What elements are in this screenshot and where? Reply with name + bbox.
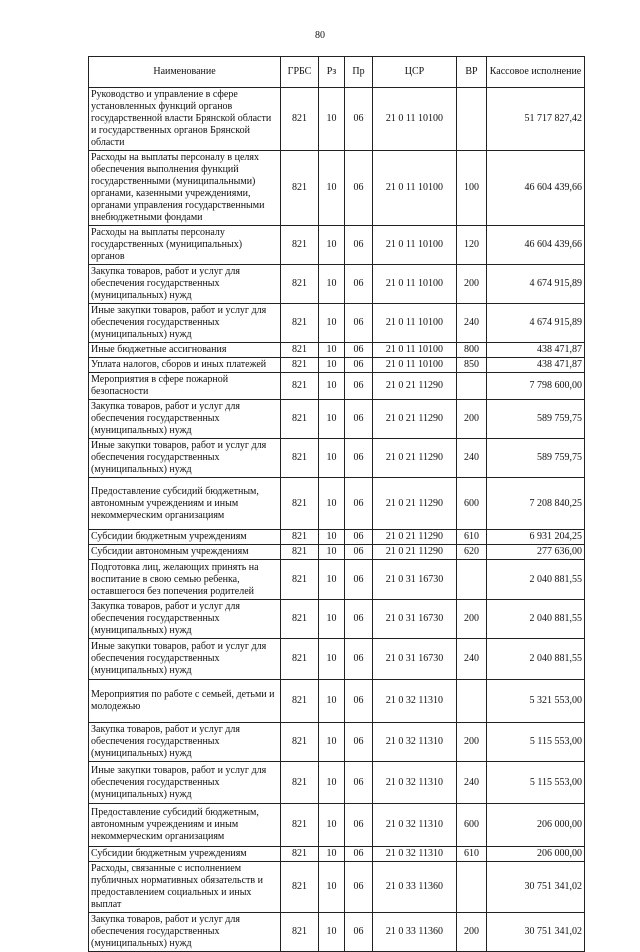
cell-csr: 21 0 32 11310 [373,847,457,862]
cell-grbs: 821 [281,847,319,862]
cell-vr: 200 [457,913,487,952]
cell-amount: 5 115 553,00 [487,762,585,804]
cell-csr: 21 0 21 11290 [373,530,457,545]
cell-vr: 200 [457,400,487,439]
cell-amount: 589 759,75 [487,439,585,478]
cell-pr: 06 [345,304,373,343]
cell-rz: 10 [319,373,345,400]
cell-grbs: 821 [281,304,319,343]
cell-amount: 438 471,87 [487,343,585,358]
cell-amount: 30 751 341,02 [487,913,585,952]
cell-pr: 06 [345,439,373,478]
cell-name: Закупка товаров, работ и услуг для обеспечения государственных (муниципальных) нужд [89,913,281,952]
cell-pr: 06 [345,530,373,545]
cell-vr: 600 [457,478,487,530]
cell-amount: 2 040 881,55 [487,600,585,639]
cell-vr: 240 [457,762,487,804]
cell-csr: 21 0 21 11290 [373,545,457,560]
cell-name: Мероприятия в сфере пожарной безопасности [89,373,281,400]
cell-vr: 200 [457,600,487,639]
table-row [89,680,585,723]
cell-name: Мероприятия по работе с семьей, детьми и молодежью [89,680,281,723]
cell-vr: 200 [457,265,487,304]
cell-rz: 10 [319,600,345,639]
cell-vr: 850 [457,358,487,373]
cell-grbs: 821 [281,600,319,639]
cell-name: Закупка товаров, работ и услуг для обеспечения государственных (муниципальных) нужд [89,600,281,639]
cell-vr [457,680,487,723]
cell-rz: 10 [319,530,345,545]
cell-amount: 7 208 840,25 [487,478,585,530]
cell-grbs: 821 [281,226,319,265]
table-row [89,723,585,762]
cell-pr: 06 [345,343,373,358]
cell-rz: 10 [319,478,345,530]
cell-pr: 06 [345,600,373,639]
cell-amount: 2 040 881,55 [487,560,585,600]
cell-rz: 10 [319,680,345,723]
header-vr: ВР [457,57,487,88]
cell-rz: 10 [319,847,345,862]
cell-csr: 21 0 11 10100 [373,226,457,265]
cell-rz: 10 [319,358,345,373]
cell-csr: 21 0 11 10100 [373,343,457,358]
cell-vr [457,88,487,151]
cell-rz: 10 [319,804,345,847]
cell-grbs: 821 [281,358,319,373]
cell-vr [457,373,487,400]
header-rz: Рз [319,57,345,88]
cell-csr: 21 0 31 16730 [373,560,457,600]
cell-vr: 240 [457,639,487,680]
cell-grbs: 821 [281,804,319,847]
cell-rz: 10 [319,265,345,304]
table-row [89,304,585,343]
cell-amount: 30 751 341,02 [487,862,585,913]
cell-name: Иные закупки товаров, работ и услуг для обеспечения государственных (муниципальных) нужд [89,639,281,680]
table-row [89,343,585,358]
cell-csr: 21 0 21 11290 [373,400,457,439]
header-pr: Пр [345,57,373,88]
cell-grbs: 821 [281,343,319,358]
table-row [89,478,585,530]
table-row [89,151,585,226]
cell-name: Иные бюджетные ассигнования [89,343,281,358]
page-number: 80 [315,30,325,41]
table-row [89,804,585,847]
cell-name: Закупка товаров, работ и услуг для обеспечения государственных (муниципальных) нужд [89,265,281,304]
cell-rz: 10 [319,913,345,952]
table-row [89,600,585,639]
cell-grbs: 821 [281,530,319,545]
table-row [89,358,585,373]
header-csr: ЦСР [373,57,457,88]
budget-execution-table [88,56,585,952]
cell-csr: 21 0 31 16730 [373,639,457,680]
cell-name: Субсидии автономным учреждениям [89,545,281,560]
cell-grbs: 821 [281,680,319,723]
cell-vr: 200 [457,723,487,762]
cell-csr: 21 0 21 11290 [373,478,457,530]
cell-amount: 4 674 915,89 [487,265,585,304]
table-row [89,560,585,600]
cell-csr: 21 0 11 10100 [373,358,457,373]
cell-pr: 06 [345,913,373,952]
cell-vr: 240 [457,304,487,343]
table-row [89,530,585,545]
cell-pr: 06 [345,804,373,847]
cell-vr: 600 [457,804,487,847]
cell-rz: 10 [319,723,345,762]
cell-name: Иные закупки товаров, работ и услуг для обеспечения государственных (муниципальных) нужд [89,304,281,343]
cell-grbs: 821 [281,560,319,600]
table-row [89,88,585,151]
cell-grbs: 821 [281,439,319,478]
cell-amount: 4 674 915,89 [487,304,585,343]
cell-rz: 10 [319,226,345,265]
cell-csr: 21 0 32 11310 [373,804,457,847]
table-row [89,913,585,952]
cell-csr: 21 0 33 11360 [373,913,457,952]
cell-rz: 10 [319,400,345,439]
cell-name: Подготовка лиц, желающих принять на воспитание в свою семью ребенка, оставшегося без попечения родителей [89,560,281,600]
cell-rz: 10 [319,343,345,358]
cell-grbs: 821 [281,151,319,226]
cell-csr: 21 0 11 10100 [373,304,457,343]
cell-name: Расходы на выплаты персоналу государственных (муниципальных) органов [89,226,281,265]
cell-grbs: 821 [281,400,319,439]
cell-name: Субсидии бюджетным учреждениям [89,530,281,545]
table-header [89,57,585,88]
cell-grbs: 821 [281,639,319,680]
cell-name: Руководство и управление в сфере установленных функций органов государственной власти Брянской области и государственных органов Брянской области [89,88,281,151]
cell-csr: 21 0 32 11310 [373,723,457,762]
cell-pr: 06 [345,373,373,400]
header-amount: Кассовое исполнение [487,57,585,88]
cell-vr: 610 [457,530,487,545]
cell-pr: 06 [345,478,373,530]
cell-vr: 120 [457,226,487,265]
cell-csr: 21 0 11 10100 [373,265,457,304]
cell-rz: 10 [319,862,345,913]
cell-amount: 7 798 600,00 [487,373,585,400]
cell-name: Закупка товаров, работ и услуг для обеспечения государственных (муниципальных) нужд [89,400,281,439]
cell-vr [457,560,487,600]
cell-grbs: 821 [281,545,319,560]
cell-csr: 21 0 31 16730 [373,600,457,639]
cell-vr: 620 [457,545,487,560]
header-grbs: ГРБС [281,57,319,88]
cell-amount: 589 759,75 [487,400,585,439]
cell-amount: 46 604 439,66 [487,151,585,226]
table-row [89,373,585,400]
cell-name: Расходы на выплаты персоналу в целях обеспечения выполнения функций государственными (муниципальными) органами, казенными учреждениями, органами управления государственными внебюджетными фондами [89,151,281,226]
cell-rz: 10 [319,560,345,600]
cell-pr: 06 [345,639,373,680]
cell-pr: 06 [345,265,373,304]
cell-name: Предоставление субсидий бюджетным, автономным учреждениям и иным некоммерческим организациям [89,804,281,847]
table-row [89,762,585,804]
cell-rz: 10 [319,439,345,478]
cell-rz: 10 [319,545,345,560]
cell-pr: 06 [345,560,373,600]
cell-amount: 438 471,87 [487,358,585,373]
cell-pr: 06 [345,762,373,804]
cell-pr: 06 [345,862,373,913]
cell-vr: 100 [457,151,487,226]
cell-grbs: 821 [281,762,319,804]
cell-name: Предоставление субсидий бюджетным, автономным учреждениям и иным некоммерческим организациям [89,478,281,530]
cell-csr: 21 0 33 11360 [373,862,457,913]
table-row [89,639,585,680]
table-row [89,847,585,862]
cell-rz: 10 [319,639,345,680]
cell-amount: 5 115 553,00 [487,723,585,762]
cell-csr: 21 0 21 11290 [373,373,457,400]
cell-amount: 6 931 204,25 [487,530,585,545]
header-name: Наименование [89,57,281,88]
table-row [89,545,585,560]
cell-rz: 10 [319,88,345,151]
cell-name: Иные закупки товаров, работ и услуг для обеспечения государственных (муниципальных) нужд [89,439,281,478]
cell-pr: 06 [345,680,373,723]
cell-pr: 06 [345,88,373,151]
cell-amount: 206 000,00 [487,804,585,847]
table-row [89,439,585,478]
table-row [89,400,585,439]
cell-pr: 06 [345,545,373,560]
cell-amount: 277 636,00 [487,545,585,560]
cell-grbs: 821 [281,88,319,151]
cell-pr: 06 [345,226,373,265]
table-row [89,265,585,304]
cell-pr: 06 [345,400,373,439]
cell-amount: 51 717 827,42 [487,88,585,151]
cell-pr: 06 [345,847,373,862]
cell-grbs: 821 [281,862,319,913]
cell-csr: 21 0 32 11310 [373,762,457,804]
cell-grbs: 821 [281,265,319,304]
cell-grbs: 821 [281,913,319,952]
table-row [89,226,585,265]
cell-name: Субсидии бюджетным учреждениям [89,847,281,862]
cell-amount: 46 604 439,66 [487,226,585,265]
cell-grbs: 821 [281,478,319,530]
cell-name: Иные закупки товаров, работ и услуг для обеспечения государственных (муниципальных) нужд [89,762,281,804]
cell-amount: 206 000,00 [487,847,585,862]
cell-name: Закупка товаров, работ и услуг для обеспечения государственных (муниципальных) нужд [89,723,281,762]
cell-rz: 10 [319,151,345,226]
cell-rz: 10 [319,762,345,804]
cell-vr: 800 [457,343,487,358]
cell-csr: 21 0 21 11290 [373,439,457,478]
cell-pr: 06 [345,723,373,762]
cell-amount: 2 040 881,55 [487,639,585,680]
cell-csr: 21 0 11 10100 [373,88,457,151]
cell-csr: 21 0 11 10100 [373,151,457,226]
cell-grbs: 821 [281,723,319,762]
table-body [89,88,585,952]
cell-vr: 240 [457,439,487,478]
cell-pr: 06 [345,358,373,373]
cell-name: Уплата налогов, сборов и иных платежей [89,358,281,373]
cell-amount: 5 321 553,00 [487,680,585,723]
cell-pr: 06 [345,151,373,226]
cell-grbs: 821 [281,373,319,400]
cell-vr: 610 [457,847,487,862]
cell-name: Расходы, связанные с исполнением публичных нормативных обязательств и предоставлением социальных и иных выплат [89,862,281,913]
cell-rz: 10 [319,304,345,343]
cell-csr: 21 0 32 11310 [373,680,457,723]
